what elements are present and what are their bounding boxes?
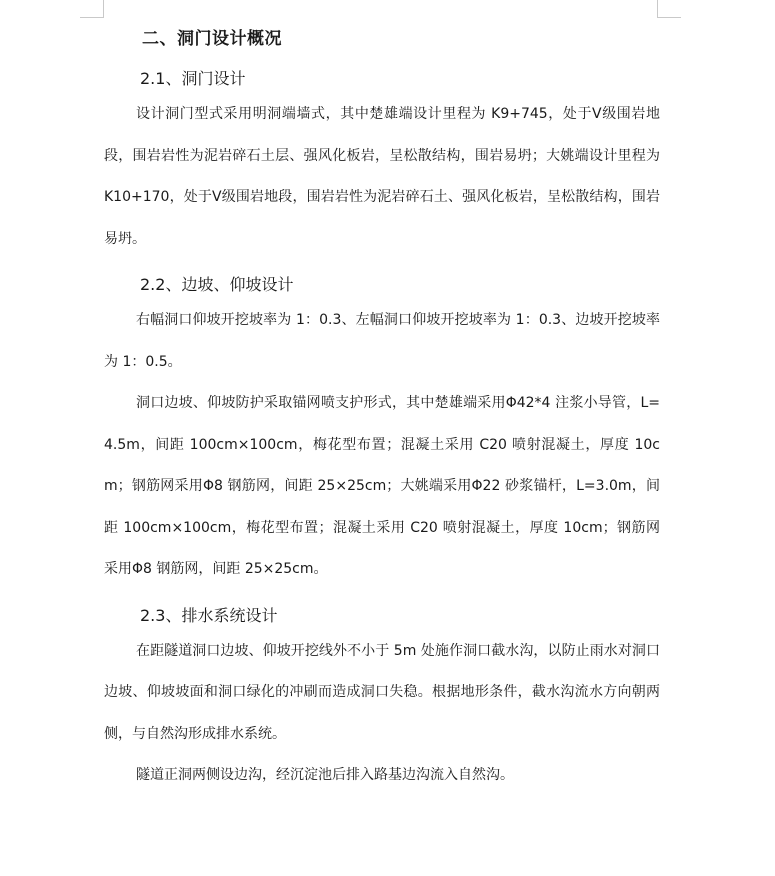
document-body	[104, 24, 660, 797]
section-heading-2-1: 2.1、洞门设计	[140, 69, 246, 88]
paragraph: 隧道正洞两侧设边沟，经沉淀池后排入路基边沟流入自然沟。	[136, 767, 514, 783]
crop-mark-top-right	[657, 17, 681, 18]
paragraph: 在距隧道洞口边坡、仰坡开挖线外不小于 5m 处施作洞口截水沟，以防止雨水对洞口边坡、仰坡坡面和洞口绿化的冲刷而造成洞口失稳。根据地形条件，截水沟流水方向朝两侧，与自然沟形成排水系统。	[104, 642, 660, 742]
crop-mark-top-left	[80, 17, 104, 18]
crop-mark-top-right	[657, 0, 658, 18]
paragraph: 洞口边坡、仰坡防护采取锚网喷支护形式，其中楚雄端采用Φ42*4 注浆小导管，L=4.5m，间距 100cm×100cm，梅花型布置；混凝土采用 C20 喷射混凝土，厚度 10cm；钢筋网采用Φ8 钢筋网，间距 25×25cm；大姚端采用Φ22 砂浆锚杆，L=3.0m，间距 100cm×100cm，梅花型布置；混凝土采用 C20 喷射混凝土，厚度 10cm；钢筋网采用Φ8 钢筋网，间距 25×25cm。	[104, 395, 660, 577]
paragraph: 设计洞门型式采用明洞端墙式，其中楚雄端设计里程为 K9+745，处于Ⅴ级围岩地段，围岩岩性为泥岩碎石土层、强风化板岩，呈松散结构，围岩易坍；大姚端设计里程为 K10+170，处于Ⅴ级围岩地段，围岩岩性为泥岩碎石土、强风化板岩，呈松散结构，围岩易坍。	[104, 106, 660, 247]
crop-mark-top-left	[103, 0, 104, 18]
section-heading-2-2: 2.2、边坡、仰坡设计	[140, 275, 294, 294]
chapter-heading: 二、洞门设计概况	[142, 29, 282, 49]
section-heading-2-3: 2.3、排水系统设计	[140, 605, 278, 625]
paragraph: 右幅洞口仰坡开挖坡率为 1：0.3、左幅洞口仰坡开挖坡率为 1：0.3、边坡开挖坡率为 1：0.5。	[104, 312, 660, 370]
